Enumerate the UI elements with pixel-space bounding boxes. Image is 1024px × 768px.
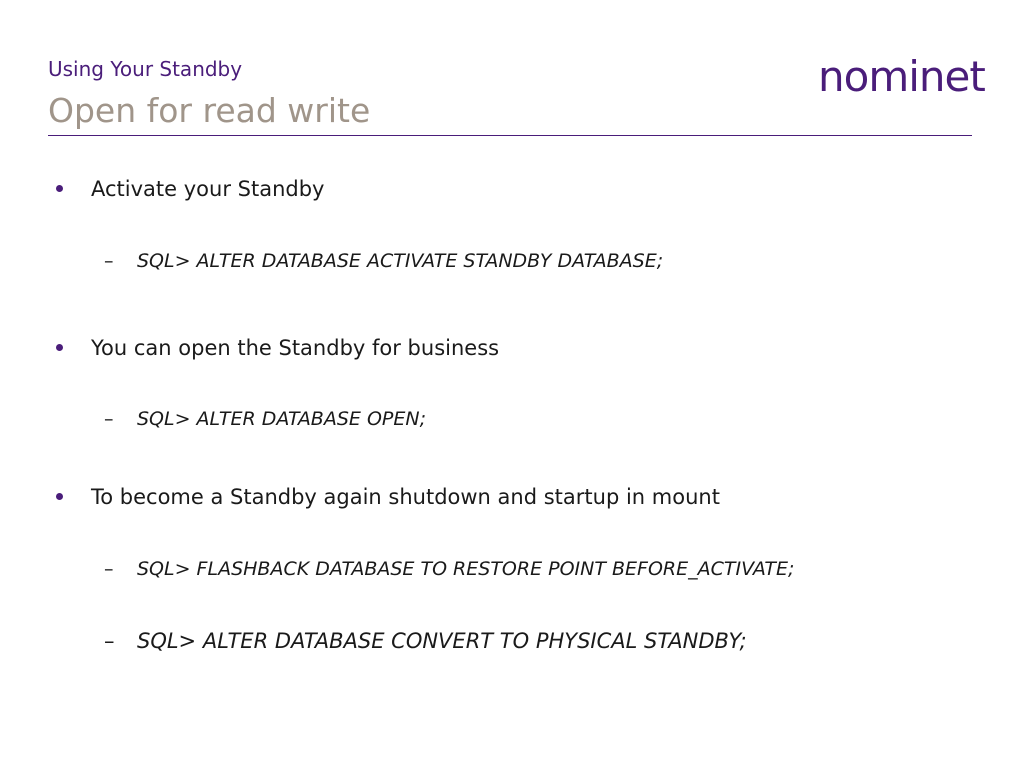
bullet-text: To become a Standby again shutdown and startup in mount [91, 485, 720, 509]
dash-icon: – [104, 558, 114, 580]
sql-command: SQL> ALTER DATABASE CONVERT TO PHYSICAL STANDBY; [137, 629, 747, 653]
sql-command: SQL> FLASHBACK DATABASE TO RESTORE POINT BEFORE_ACTIVATE; [137, 558, 795, 580]
bullet-text: You can open the Standby for business [91, 336, 500, 360]
sql-command: SQL> ALTER DATABASE ACTIVATE STANDBY DATABASE; [137, 250, 664, 272]
slide-supertitle: Using Your Standby [48, 57, 243, 81]
slide-title: Open for read write [48, 91, 371, 130]
bullet-text: Activate your Standby [91, 177, 325, 201]
bullet-dot-icon [56, 185, 63, 192]
nominet-logo: nominet [818, 52, 985, 101]
bullet-dot-icon [56, 344, 63, 351]
dash-icon: – [104, 629, 115, 653]
dash-icon: – [104, 250, 114, 272]
title-divider [48, 135, 972, 136]
dash-icon: – [104, 408, 114, 430]
bullet-dot-icon [56, 493, 63, 500]
sql-command: SQL> ALTER DATABASE OPEN; [137, 408, 426, 430]
